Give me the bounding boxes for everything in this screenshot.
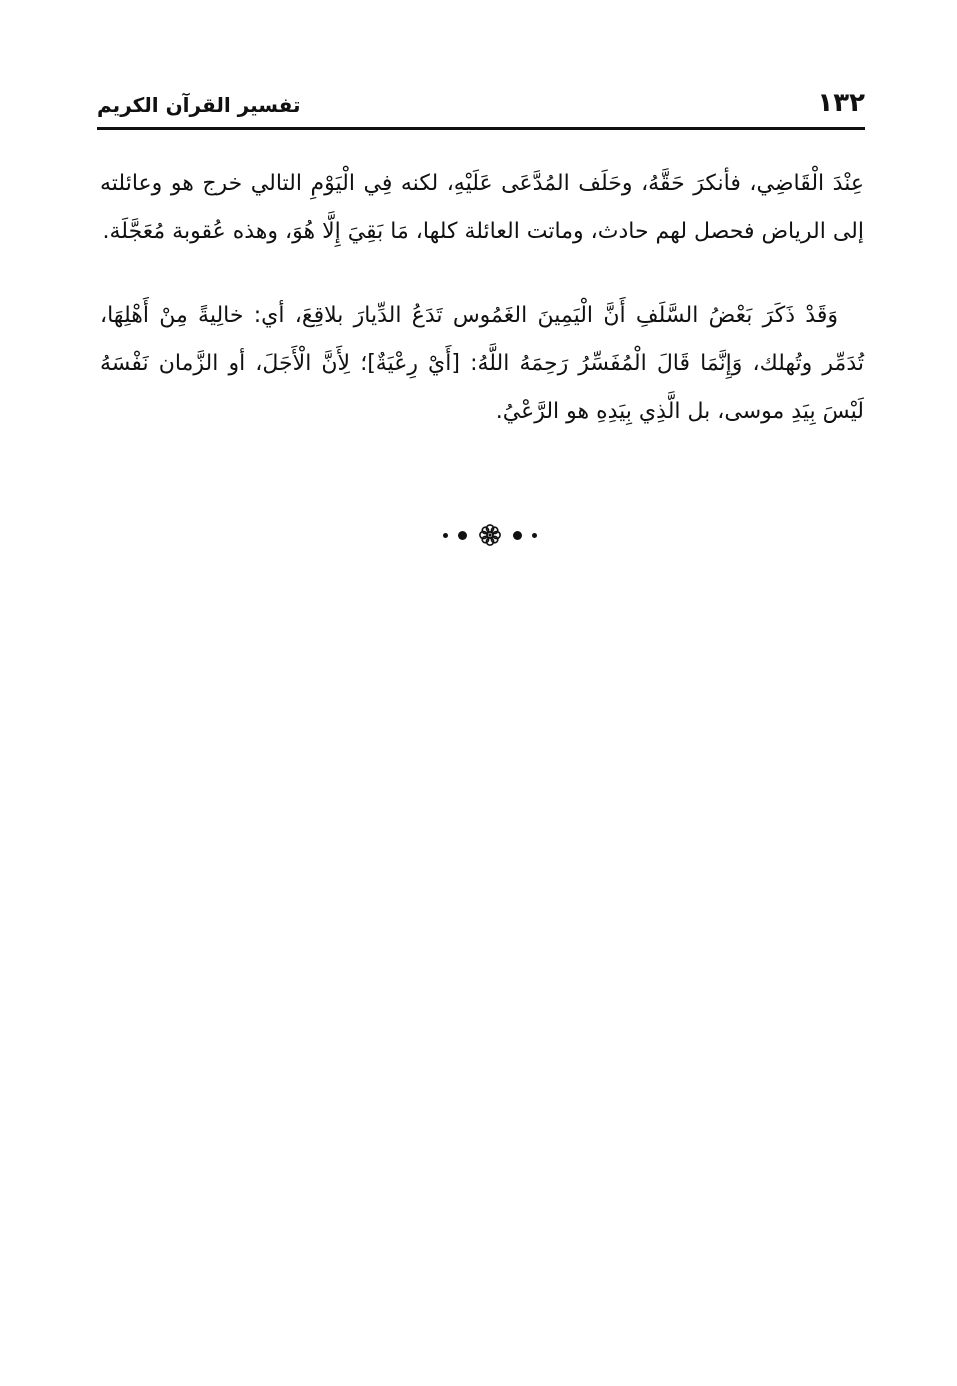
section-end-ornament [11, 520, 957, 550]
ornament-dot-large [513, 531, 522, 540]
paragraph-1: عِنْدَ الْقَاضِي، فأنكرَ حَقَّهُ، وحَلَف المُدَّعَى عَلَيْهِ، لكنه فِي الْيَوْمِ التالي خرج هو وعائلته إلى الرياض فحصل لهم حادث، وماتت العائلة كلها، مَا بَقِيَ إِلَّا هُوَ، وهذه عُقوبة مُعَجَّلَة. [100, 171, 864, 244]
body-text [100, 160, 864, 472]
paragraph-2: وَقَدْ ذَكَرَ بَعْضُ السَّلَفِ أَنَّ الْيَمِينَ الغَمُوس تَدَعُ الدِّيارَ بلاقِعَ، أي: خالِيةً مِنْ أَهْلِهَا، تُدَمِّر وتُهلك، وَإِنَّمَا قَالَ الْمُفَسِّرُ رَحِمَهُ اللَّهُ: [أَيْ رِعْيَةٌ]؛ لِأَنَّ الْأَجَلَ، أو الزَّمان نَفْسَهُ لَيْسَ بِيَدِ موسى، بل الَّذِي بِيَدِهِ هو الرَّعْيُ. [100, 303, 864, 424]
ornament-dot-large [458, 531, 467, 540]
page-header [97, 86, 865, 126]
rosette-flower-icon [477, 522, 503, 548]
ornament-dot-small [443, 533, 448, 538]
header-rule [97, 127, 865, 130]
page-number: ١٣٢ [817, 88, 865, 118]
ornament-dot-small [532, 533, 537, 538]
running-title: تفسير القرآن الكريم [97, 93, 301, 117]
